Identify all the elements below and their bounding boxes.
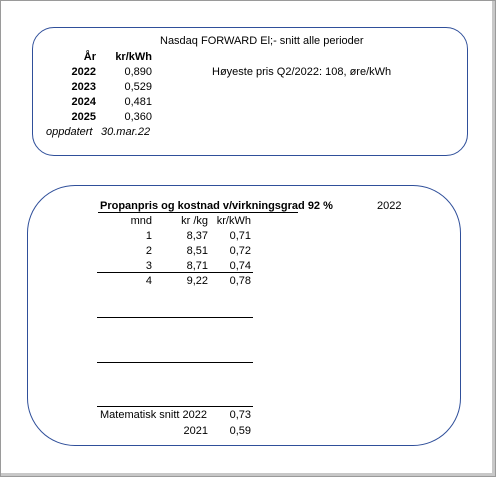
- propane-rule: [97, 272, 253, 273]
- forward-col-year: År: [83, 51, 96, 63]
- forward-row-price: 0,360: [124, 111, 152, 123]
- forward-row-year: 2022: [71, 66, 96, 78]
- forward-row-price: 0,481: [124, 96, 152, 108]
- forward-row-year: 2024: [71, 96, 96, 108]
- propane-row-month: 1: [145, 230, 152, 242]
- propane-rule: [97, 406, 253, 407]
- forward-updated-date: 30.mar.22: [101, 126, 151, 138]
- forward-col-price: kr/kWh: [115, 51, 152, 63]
- propane-prev-value: 0,59: [229, 425, 251, 437]
- propane-col-kwh: kr/kWh: [216, 215, 251, 227]
- propane-row-kwh: 0,78: [229, 275, 251, 287]
- forward-updated-label: oppdatert: [46, 126, 93, 138]
- propane-row-month: 4: [145, 275, 152, 287]
- propane-col-month: mnd: [130, 215, 152, 227]
- propane-row-kwh: 0,74: [229, 260, 251, 272]
- propane-rule: [97, 362, 253, 363]
- propane-year: 2022: [377, 200, 402, 212]
- propane-rule: [97, 317, 253, 318]
- propane-row-kwh: 0,71: [229, 230, 251, 242]
- propane-row-kg: 8,37: [186, 230, 208, 242]
- propane-row-month: 3: [145, 260, 152, 272]
- forward-row-price: 0,529: [124, 81, 152, 93]
- propane-avg-value: 0,73: [229, 409, 251, 421]
- propane-row-kg: 8,71: [186, 260, 208, 272]
- forward-title: Nasdaq FORWARD El;- snitt alle perioder: [160, 35, 364, 47]
- forward-row-year: 2023: [71, 81, 96, 93]
- propane-row-kwh: 0,72: [229, 245, 251, 257]
- forward-peak-note: Høyeste pris Q2/2022: 108, øre/kWh: [212, 66, 392, 78]
- propane-row-month: 2: [145, 245, 152, 257]
- forward-row-price: 0,890: [124, 66, 152, 78]
- propane-prev-year: 2021: [183, 425, 208, 437]
- propane-title: Propanpris og kostnad v/virkningsgrad 92 %: [100, 200, 333, 212]
- propane-row-kg: 9,22: [186, 275, 208, 287]
- forward-row-year: 2025: [71, 111, 96, 123]
- propane-avg-label: Matematisk snitt 2022: [100, 409, 207, 421]
- propane-title-underline: [98, 212, 298, 213]
- propane-col-kg: kr /kg: [181, 215, 208, 227]
- propane-row-kg: 8,51: [186, 245, 208, 257]
